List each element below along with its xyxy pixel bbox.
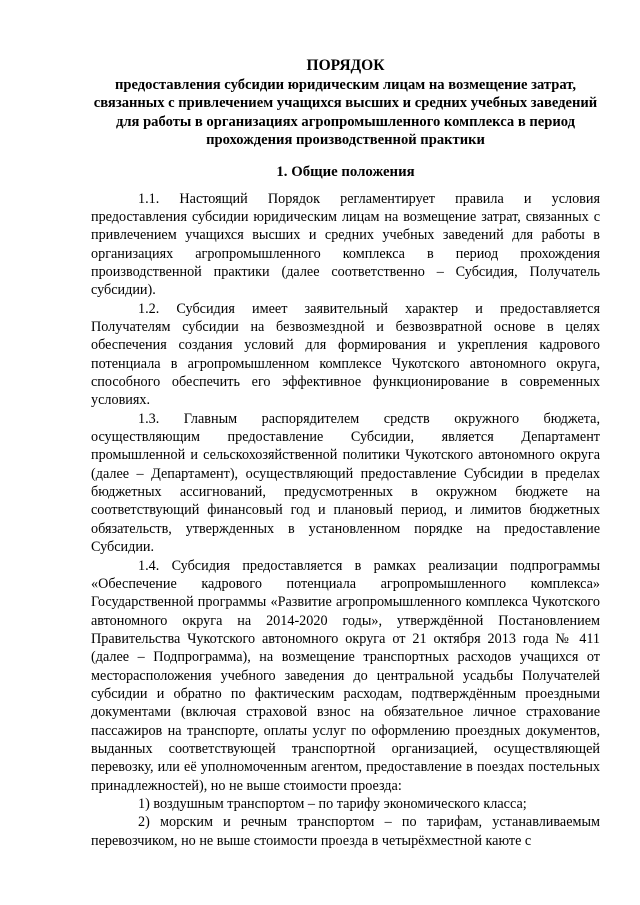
paragraph-1-3: 1.3. Главным распорядителем средств окружного бюджета, осуществляющим предоставление Субсидии, является Департамент промышленной и сельскохозяйственной политики Чукотского автономного округа (далее – Департамент), осуществляющий предоставление Субсидии в пределах бюджетных ассигнований, предусмотренных в окружном бюджете на соответствующий финансовый год и плановый период, и лимитов бюджетных обязательств, утвержденных в установленном порядке на предоставление Субсидии. [91, 410, 600, 556]
document-page [91, 57, 600, 850]
paragraph-1-4: 1.4. Субсидия предоставляется в рамках реализации подпрограммы «Обеспечение кадрового потенциала агропромышленного комплекса» Государственной программы «Развитие агропромышленного комплекса Чукотского автономного округа на 2014-2020 годы», утверждённой Постановлением Правительства Чукотского автономного округа от 21 октября 2013 года № 411 (далее – Подпрограмма), на возмещение транспортных расходов учащихся от месторасположения учебного заведения до центральной усадьбы Получателей субсидии и обратно по фактическим расходам, подтверждённым проездными документами (включая страховой взнос на обязательное личное страхование пассажиров на транспорте, оплаты услуг по оформлению проездных документов, выданных соответствующей транспортной организацией, осуществляющей перевозку, или её уполномоченным агентом, предоставление в поездах постельных принадлежностей), но не выше стоимости проезда: [91, 557, 600, 794]
paragraph-1-2: 1.2. Субсидия имеет заявительный характер и предоставляется Получателям субсидии на безвозмездной и безвозвратной основе в целях обеспечения создания условий для формирования и укрепления кадрового потенциала в агропромышленном комплексе Чукотского автономного округа, способного обеспечить его эффективное функционирование в современных условиях. [91, 300, 600, 409]
document-subtitle: предоставления субсидии юридическим лицам на возмещение затрат, связанных с привлечением учащихся высших и средних учебных заведений для работы в организациях агропромышленного комплекса в период прохождения производственной практики [93, 77, 598, 149]
document-title: ПОРЯДОК [306, 57, 385, 74]
section-heading: 1. Общие положения [276, 163, 415, 180]
list-item-1: 1) воздушным транспортом – по тарифу экономического класса; [138, 795, 527, 812]
paragraph-1-1: 1.1. Настоящий Порядок регламентирует правила и условия предоставления субсидии юридическим лицам на возмещение затрат, связанных с привлечением учащихся высших и средних учебных заведений для работы в организациях агропромышленного комплекса в период прохождения производственной практики (далее соответственно – Субсидия, Получатель субсидии). [91, 190, 600, 299]
list-item-2: 2) морским и речным транспортом – по тарифам, устанавливаемым перевозчиком, но не выше стоимости проезда в четырёхместной каюте с [91, 814, 600, 849]
